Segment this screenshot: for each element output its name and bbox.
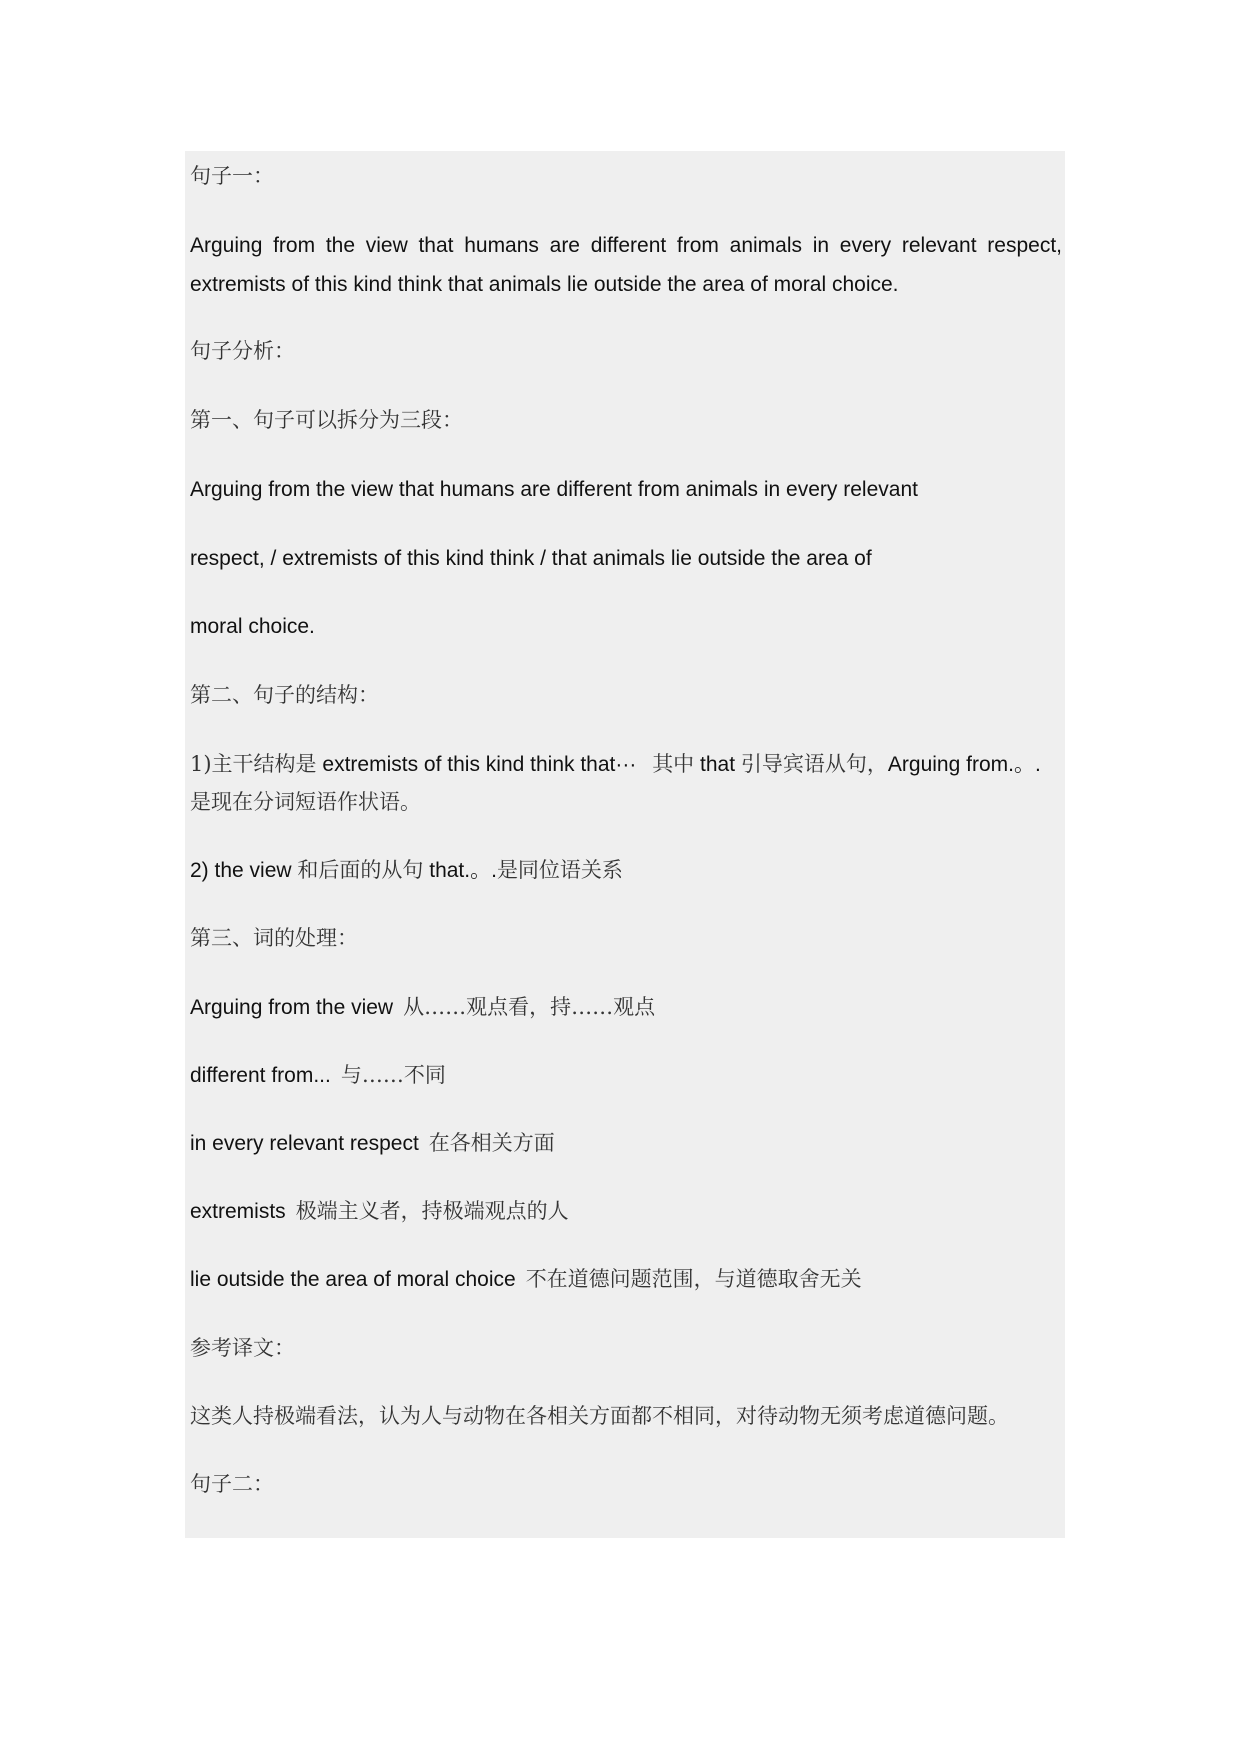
structure-point-1-continuation: 是现在分词短语作状语。 [190, 790, 421, 814]
structure-point-1-part: that [700, 753, 736, 776]
sentence-one-text-line-2: extremists of this kind think that animals lie outside the area of moral choice. [190, 273, 899, 296]
sentence-one-heading: 句子一： [190, 164, 274, 188]
vocab-item [190, 1198, 569, 1225]
vocab-meaning: 极端主义者，持极端观点的人 [295, 1199, 569, 1223]
vocab-meaning: 与……不同 [340, 1063, 446, 1087]
structure-point-2-part: that.。. [429, 859, 497, 882]
vocab-term: different from... [190, 1064, 331, 1087]
structure-section-heading: 第二、句子的结构： [190, 683, 379, 707]
structure-point-1-part: 其中 [652, 752, 695, 776]
structure-point-2-part: 2) the view [190, 859, 292, 882]
structure-point-2-part: 是同位语关系 [496, 858, 623, 882]
structure-point-1-part: Arguing from.。. [887, 753, 1041, 776]
vocab-meaning: 不在道德问题范围，与道德取舍无关 [525, 1267, 862, 1291]
sentence-one-text-line-1: Arguing from the view that humans are different from animals in every relevant respect, [190, 234, 1062, 257]
vocab-term: Arguing from the view [190, 996, 394, 1019]
split-line: Arguing from the view that humans are different from animals in every relevant [190, 478, 918, 501]
vocab-section-heading: 第三、词的处理： [190, 926, 358, 950]
document-panel [185, 151, 1065, 1538]
split-section-heading: 第一、句子可以拆分为三段： [190, 408, 463, 432]
vocab-meaning: 在各相关方面 [428, 1131, 555, 1155]
analysis-heading: 句子分析： [190, 339, 295, 363]
vocab-item [190, 994, 655, 1021]
translation-heading: 参考译文： [190, 1336, 295, 1360]
vocab-item [190, 1266, 862, 1293]
translation-text: 这类人持极端看法，认为人与动物在各相关方面都不相同，对待动物无须考虑道德问题。 [190, 1404, 1009, 1428]
structure-point-1-part: extremists of this kind think that··· [322, 753, 637, 776]
vocab-term: extremists [190, 1200, 286, 1223]
structure-point-1 [190, 751, 1041, 778]
structure-point-1-part: 引导宾语从句， [740, 752, 888, 776]
vocab-item [190, 1130, 555, 1157]
sentence-two-heading: 句子二： [190, 1472, 274, 1496]
split-line: respect, / extremists of this kind think / that animals lie outside the area of [190, 547, 872, 570]
split-line: moral choice. [190, 615, 315, 638]
structure-point-2 [190, 857, 623, 884]
structure-point-2-part: 和后面的从句 [297, 858, 424, 882]
vocab-item [190, 1062, 446, 1089]
vocab-term: in every relevant respect [190, 1132, 419, 1155]
vocab-meaning: 从……观点看，持……观点 [403, 995, 656, 1019]
vocab-term: lie outside the area of moral choice [190, 1268, 516, 1291]
structure-point-1-part: 1)主干结构是 [190, 752, 317, 776]
